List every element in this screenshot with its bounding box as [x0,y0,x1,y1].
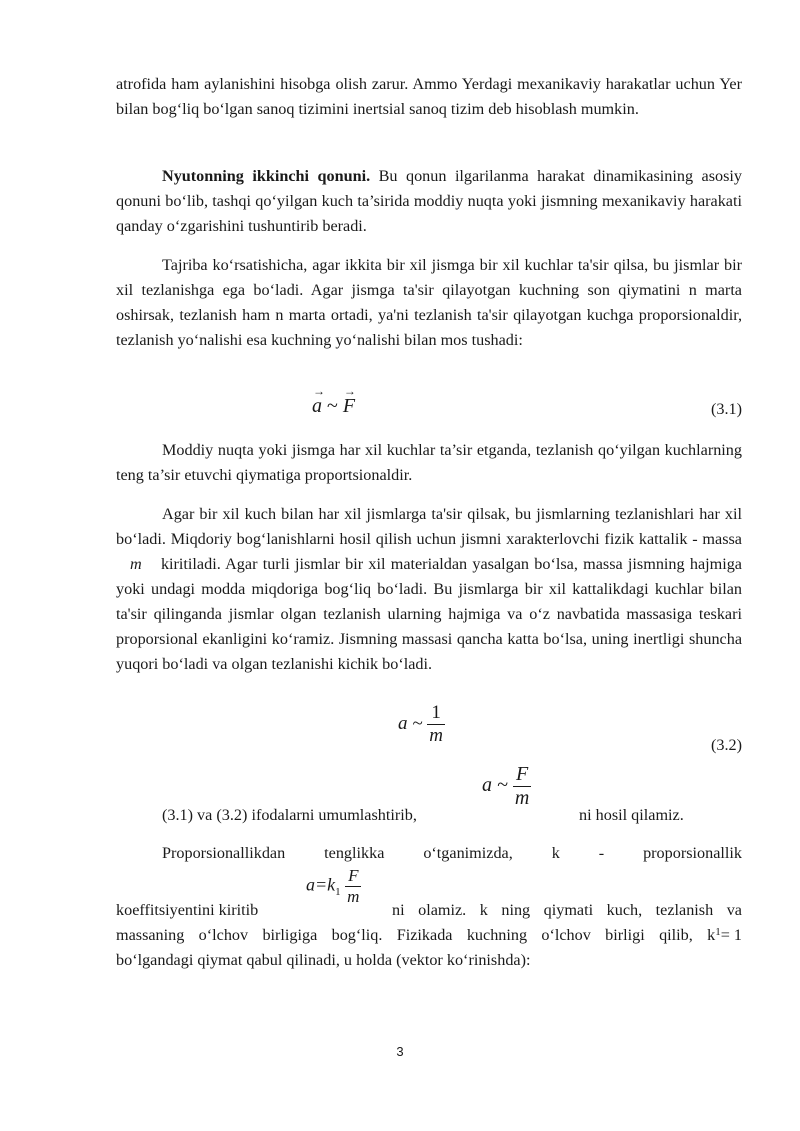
fraction: $\frac{1}{m}$ [429,702,444,746]
paragraph-2 [116,164,742,239]
paragraph-2-text: Bu qonun ilgarilanma harakat dinamikasining asosiy qonuni bo‘lib, tashqi qo‘yilgan kuch ta’sirida moddiy nuqta yoki jismning mexanikaviy harakati qanday o‘zgarishini tushuntirib beradi. [116,167,742,235]
page-number: 3 [396,1044,404,1059]
equation-number-3-1: (3.1) [710,400,742,418]
paragraph-6-start: (3.1) va (3.2) ifodalarni umumlashtirib, [162,806,417,824]
vector-arrow-icon: → [313,384,325,398]
equation-a-k1-f-over-m: $a=k_1$ $\frac{F}{m}$ [306,866,360,906]
equation-number-3-2: (3.2) [710,736,742,754]
paragraph-3: Tajriba ko‘rsatishicha, agar ikkita bir xil jismga bir xil kuchlar ta'sir qilsa, bu jismlar bir xil tezlanishga ega bo‘ladi. Agar jismga ta'sir qilayotgan kuchning son qiymatini n marta oshirsak, tezlanish ham n marta ortadi, ya'ni tezlanish ta'sir qilayotgan kuchga proporsionaldir, tezlanish yo‘nalishi esa kuchning yo‘nalishi bilan mos tushadi: [116,256,742,349]
paragraph-7-part-a: koeffitsiyentini kiritib [116,901,259,919]
paragraph-7-line-d: bo‘lgandagi qiymat qabul qilinadi, u holda (vektor ko‘rinishda): [116,951,531,969]
vector-f: → F [342,384,356,417]
vector-arrow-icon: → [343,384,356,398]
paragraph-7-line-1: Proporsionallikdan tenglikka o‘tganimizda, k - proporsionallik [162,844,742,862]
equation-a-f-over-m: a ~ $\frac{F}{m}$ [482,763,530,809]
paragraph-7-part-b: ni olamiz. k ning qiymati kuch, tezlanish va [392,901,742,919]
fraction: $\frac{F}{m}$ [514,763,530,809]
paragraph-1: atrofida ham aylanishini hisobga olish zarur. Ammo Yerdagi mexanikaviy harakatlar uchun Yer bilan bog‘liq bo‘lgan sanoq tizimini inertsial sanoq tizim deb hisoblash mumkin. [116,75,742,118]
section-heading: Nyutonning ikkinchi qonuni. [162,167,371,185]
paragraph-7-line-c: massaning o‘lchov birligiga bog‘liq. Fizikada kuchning o‘lchov birligi qilib, k 1 = 1 [116,926,742,944]
paragraph-4: Moddiy nuqta yoki jismga har xil kuchlar ta’sir etganda, tezlanish qo‘yilgan kuchlarning teng ta’sir etuvchi qiymatiga proportsionaldir. [116,441,742,484]
mass-symbol: m [130,555,142,573]
vector-a: → a [312,384,325,417]
equation-3-2: a ~ $\frac{1}{m}$ [398,702,444,746]
paragraph-5: Agar bir xil kuch bilan har xil jismlarga ta'sir qilsak, bu jismlarning tezlanishlari har xil bo‘ladi. Miqdoriy bog‘lanishlarni hosil qilish uchun jismni xarakterlovchi fizik kattalik - massa m kiritiladi. Agar turli jismlar bir xil materialdan yasalgan bo‘lsa, massa jismning hajmiga yoki undagi modda miqdoriga bog‘liq bo‘ladi. Bu jismlarga bir xil kattalikdagi kuchlar bilan ta'sir qilinganda jismlar olgan tezlanish ularning hajmiga va o‘z navbatida massasiga teskari proporsional ekanligini ko‘ramiz. Jismning massasi qancha katta bo‘lsa, uning inertligi shuncha yuqori bo‘ladi va olgan tezlanishi kichik bo‘ladi. [116,505,742,673]
paragraph-6-end: ni hosil qilamiz. [579,806,684,824]
equation-3-1: → a ~ → F [312,384,356,417]
fraction: $\frac{F}{m}$ [347,866,360,906]
